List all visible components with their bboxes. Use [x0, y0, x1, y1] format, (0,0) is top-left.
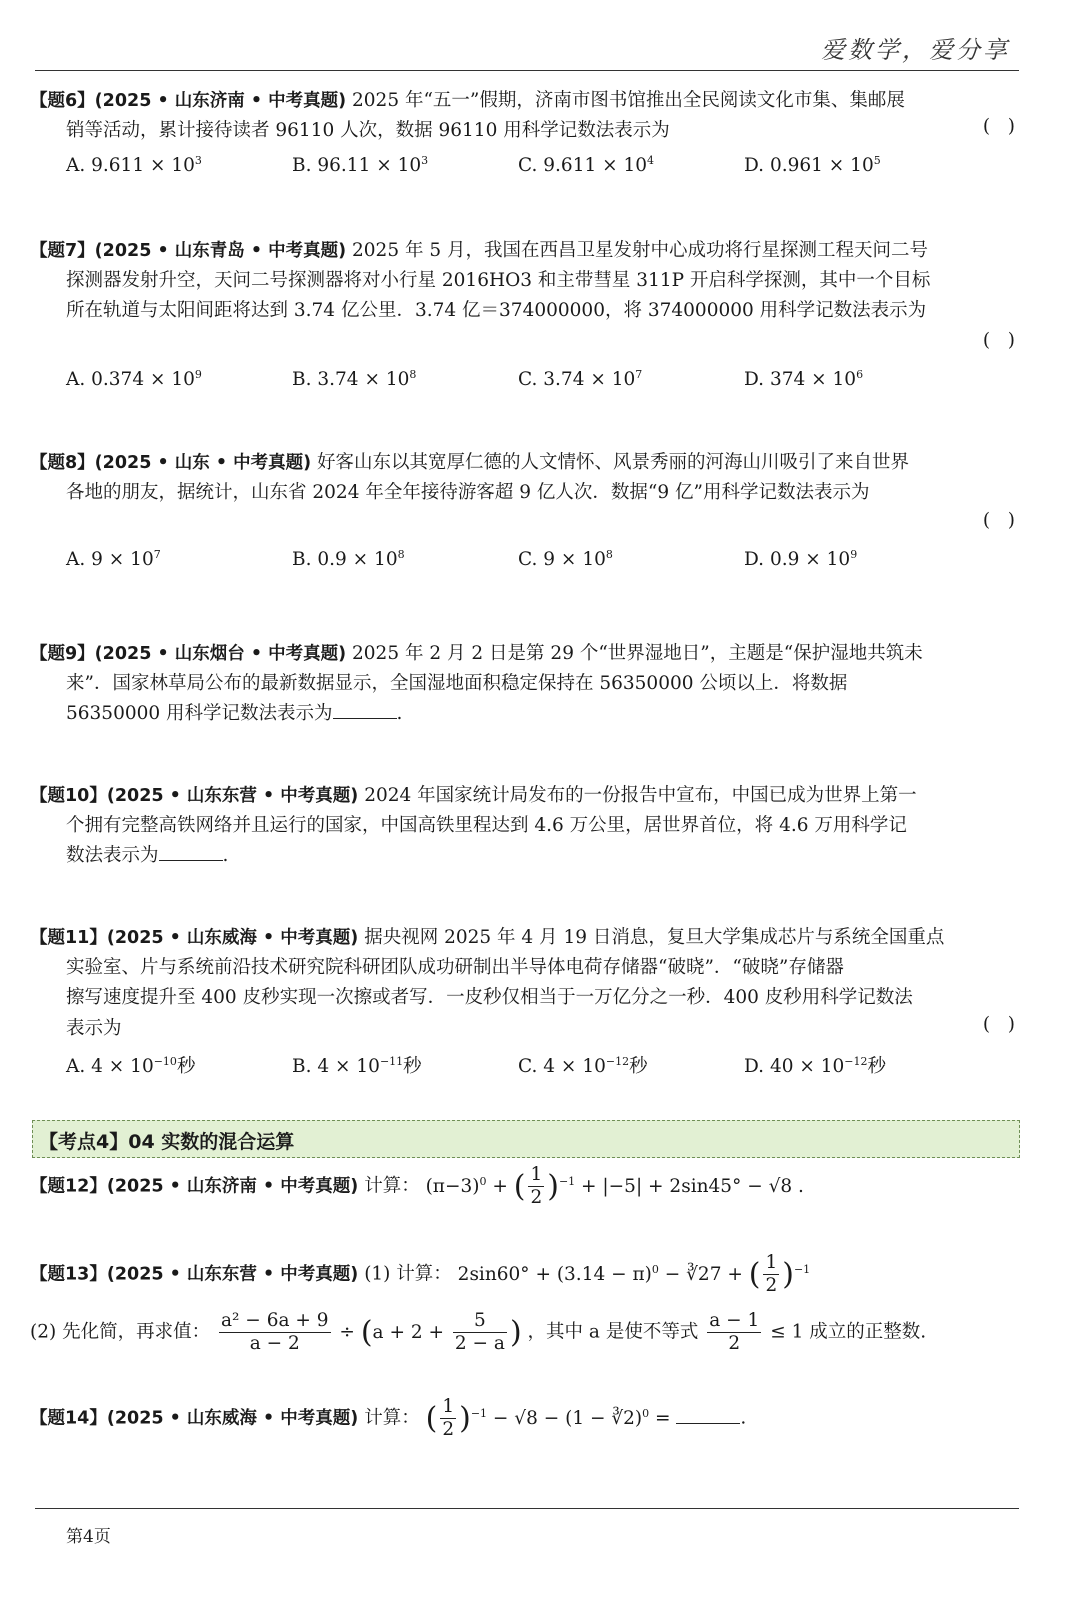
q7-option-b[interactable]: B. $3.74 \times 10^8$ — [292, 368, 417, 391]
page-number: 第4页 — [66, 1527, 111, 1547]
question-14 — [30, 1396, 1015, 1446]
q13-line-2: (2) 先化简，再求值： $\frac{\text{a² − 6a + 9}}{a - 2}$ ÷ (a + 2 + $\frac{5}{2 - a}$ ) ，其中 a 是使不等式 $\frac{a - 1}{2}$ ≤ 1 成立的正整数. — [30, 1310, 927, 1354]
q11-line-4: 表示为 — [66, 1018, 122, 1039]
q7-tag: 【题7】(2025 • 山东青岛 • 中考真题) — [30, 241, 347, 261]
q11-line-1 — [30, 923, 944, 949]
q11-line-3: 擦写速度提升至 400 皮秒实现一次擦或者写．一皮秒仅相当于一万亿分之一秒．400 皮秒用科学记数法 — [66, 987, 913, 1008]
q6-line-1 — [30, 86, 905, 112]
q11-answer-paren: ( ) — [982, 1014, 1015, 1035]
q11-text-1: 据央视网 2025 年 4 月 19 日消息，复旦大学集成芯片与系统全国重点 — [364, 927, 945, 948]
q10-answer-blank[interactable] — [159, 842, 223, 861]
q8-option-b[interactable]: B. $0.9 \times 10^8$ — [292, 548, 405, 571]
question-12 — [30, 1164, 1015, 1214]
q9-tag: 【题9】(2025 • 山东烟台 • 中考真题) — [30, 644, 347, 664]
q6-option-d[interactable]: D. $0.961 \times 10^5$ — [744, 154, 881, 177]
q8-answer-paren: ( ) — [982, 510, 1015, 531]
q6-option-c[interactable]: C. $9.611 \times 10^4$ — [518, 154, 655, 177]
q10-tag: 【题10】(2025 • 山东东营 • 中考真题) — [30, 786, 359, 806]
q14-answer-blank[interactable] — [676, 1405, 740, 1424]
q6-answer-paren: ( ) — [982, 116, 1015, 137]
q9-line-1 — [30, 639, 923, 665]
q8-option-c[interactable]: C. $9 \times 10^8$ — [518, 548, 613, 571]
q11-option-a[interactable]: A. $4 \times 10^{-10}$秒 — [66, 1054, 196, 1077]
section-banner — [32, 1120, 1020, 1158]
q7-line-1 — [30, 236, 928, 262]
q6-tag: 【题6】(2025 • 山东济南 • 中考真题) — [30, 91, 347, 111]
q7-answer-paren: ( ) — [982, 330, 1015, 351]
q10-line-3: 数法表示为 . — [66, 841, 228, 867]
q6-option-a[interactable]: A. $9.611 \times 10^3$ — [66, 154, 202, 177]
q6-text-1: 2025 年“五一”假期，济南市图书馆推出全民阅读文化市集、集邮展 — [352, 90, 905, 111]
q11-line-2: 实验室、片与系统前沿技术研究院科研团队成功研制出半导体电荷存储器“破晓”．“破晓”存储器 — [66, 957, 844, 978]
q7-option-a[interactable]: A. $0.374 \times 10^9$ — [66, 368, 202, 391]
q8-option-d[interactable]: D. $0.9 \times 10^9$ — [744, 548, 858, 571]
q9-text-1: 2025 年 2 月 2 日是第 29 个“世界湿地日”，主题是“保护湿地共筑未 — [352, 643, 923, 664]
q10-line-1 — [30, 781, 917, 807]
q13-tag: 【题13】(2025 • 山东东营 • 中考真题) — [30, 1264, 359, 1285]
q14-tag: 【题14】(2025 • 山东威海 • 中考真题) — [30, 1408, 359, 1429]
q10-line-2: 个拥有完整高铁网络并且运行的国家，中国高铁里程达到 4.6 万公里，居世界首位，将 4.6 万用科学记 — [66, 815, 907, 836]
header-slogan: 爱数学，爱分享 — [821, 36, 1010, 64]
footer-rule — [35, 1508, 1019, 1509]
q9-line-2: 来”．国家林草局公布的最新数据显示，全国湿地面积稳定保持在 56350000 公顷以上．将数据 — [66, 673, 848, 694]
q12-line-1: 【题12】(2025 • 山东济南 • 中考真题) 计算： $(\pi-3)^0$ + ( $\frac{1}{2}$ )$^{-1}$ + |−5| + 2sin45° − √8 . — [30, 1164, 804, 1208]
q14-expression: ( $\frac{1}{2}$ )$^{-1}$ − √8 − (1 − ∛2)$^0$ = — [425, 1396, 677, 1440]
q9-answer-blank[interactable] — [333, 700, 397, 719]
q8-option-a[interactable]: A. $9 \times 10^7$ — [66, 548, 161, 571]
q8-tag: 【题8】(2025 • 山东 • 中考真题) — [30, 453, 312, 473]
q6-line-2: 销等活动，累计接待读者 96110 人次，数据 96110 用科学记数法表示为 — [66, 120, 670, 141]
q9-line-3: 56350000 用科学记数法表示为 . — [66, 699, 402, 725]
header-rule — [35, 70, 1019, 71]
q11-option-c[interactable]: C. $4 \times 10^{-12}$秒 — [518, 1054, 648, 1077]
q11-option-b[interactable]: B. $4 \times 10^{-11}$秒 — [292, 1054, 422, 1077]
q7-option-c[interactable]: C. $3.74 \times 10^7$ — [518, 368, 643, 391]
q7-line-3: 所在轨道与太阳间距将达到 3.74 亿公里．3.74 亿＝374000000，将 374000000 用科学记数法表示为 — [66, 300, 927, 321]
q7-option-d[interactable]: D. $374 \times 10^6$ — [744, 368, 864, 391]
q13-part1-expression: $2\sin 60^\circ + (3.14 - \pi)^0$ − ∛27 + ( $\frac{1}{2}$ )$^{-1}$ — [457, 1252, 811, 1296]
section-title: 【考点4】04 实数的混合运算 — [39, 1131, 295, 1153]
question-13 — [30, 1252, 1015, 1362]
q10-text-1: 2024 年国家统计局发布的一份报告中宣布，中国已成为世界上第一 — [364, 785, 917, 806]
q13-part2-expression: $\frac{\text{a² − 6a + 9}}{a - 2}$ ÷ (a + 2 + $\frac{5}{2 - a}$ ) — [220, 1310, 522, 1354]
q8-line-1 — [30, 448, 909, 474]
q14-line-1: 【题14】(2025 • 山东威海 • 中考真题) 计算： ( $\frac{1}{2}$ )$^{-1}$ − √8 − (1 − ∛2)$^0$ = . — [30, 1396, 747, 1440]
q13-line-1: 【题13】(2025 • 山东东营 • 中考真题) (1) 计算： $2\sin 60^\circ + (3.14 - \pi)^0$ − ∛27 + ( $\frac{1}{2}$ )$^{-1}$ — [30, 1252, 811, 1296]
q11-option-d[interactable]: D. $40 \times 10^{-12}$秒 — [744, 1054, 887, 1077]
q12-expression: $(\pi-3)^0$ + ( $\frac{1}{2}$ )$^{-1}$ + |−5| + 2sin45° − √8 . — [425, 1164, 804, 1208]
q8-line-2: 各地的朋友，据统计，山东省 2024 年全年接待游客超 9 亿人次．数据“9 亿”用科学记数法表示为 — [66, 482, 870, 503]
q11-tag: 【题11】(2025 • 山东威海 • 中考真题) — [30, 928, 359, 948]
q6-option-b[interactable]: B. $96.11 \times 10^3$ — [292, 154, 429, 177]
q7-line-2: 探测器发射升空，天问二号探测器将对小行星 2016HO3 和主带彗星 311P 开启科学探测，其中一个目标 — [66, 270, 931, 291]
q12-tag: 【题12】(2025 • 山东济南 • 中考真题) — [30, 1176, 359, 1197]
q7-text-1: 2025 年 5 月，我国在西昌卫星发射中心成功将行星探测工程天问二号 — [352, 240, 929, 261]
q8-text-1: 好客山东以其宽厚仁德的人文情怀、风景秀丽的河海山川吸引了来自世界 — [317, 452, 910, 473]
q12-fraction: $\frac{1}{2}$ — [530, 1164, 543, 1208]
